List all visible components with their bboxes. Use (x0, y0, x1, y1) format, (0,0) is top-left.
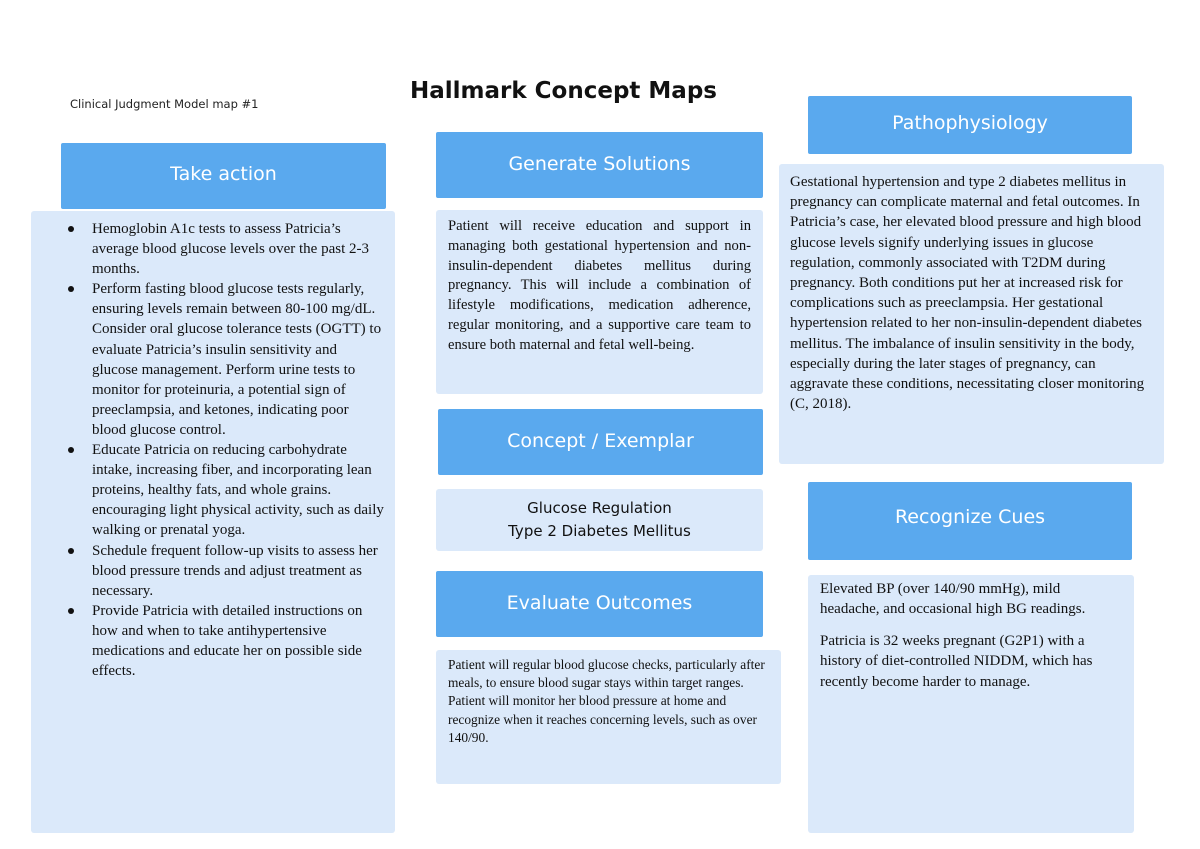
list-item: Educate Patricia on reducing carbohydrate intake, increasing fiber, and incorporating lean proteins, healthy fats, and whole grains. encouraging light physical activity, such as daily walking or prenatal yoga. (92, 440, 385, 540)
generate-solutions-heading: Generate Solutions (508, 153, 691, 175)
pathophysiology-heading: Pathophysiology (892, 112, 1048, 134)
list-item: Provide Patricia with detailed instructions on how and when to take antihypertensive medications and educate her on possible side effects. (92, 601, 385, 681)
evaluate-outcomes-header (436, 571, 763, 637)
evaluate-outcome-2: Patient will monitor her blood pressure at home and recognize when it reaches concerning levels, such as over 140/90. (448, 693, 757, 745)
page-title: Hallmark Concept Maps (410, 78, 717, 104)
evaluate-outcome-1: Patient will regular blood glucose checks, particularly after meals, to ensure blood sugar stays within target ranges. (448, 657, 765, 691)
pathophysiology-panel (779, 164, 1164, 464)
list-item: Hemoglobin A1c tests to assess Patricia’s average blood glucose levels over the past 2-3 months. (92, 219, 385, 279)
list-item: Schedule frequent follow-up visits to assess her blood pressure trends and adjust treatment as necessary. (92, 541, 385, 601)
concept-label: Glucose Regulation (527, 499, 672, 517)
cue-1: Elevated BP (over 140/90 mmHg), mild headache, and occasional high BG readings. (820, 581, 1086, 618)
cue-2: Patricia is 32 weeks pregnant (G2P1) with a history of diet-controlled NIDDM, which has recently become harder to manage. (820, 632, 1093, 690)
take-action-heading: Take action (170, 163, 277, 185)
pathophysiology-header (808, 96, 1132, 154)
generate-solutions-header (436, 132, 763, 198)
take-action-panel (31, 211, 395, 833)
generate-solutions-panel (436, 210, 763, 394)
concept-exemplar-panel (436, 489, 763, 551)
take-action-list (31, 219, 385, 681)
concept-exemplar-header (438, 409, 763, 475)
evaluate-outcomes-panel (436, 650, 781, 784)
evaluate-outcomes-text (448, 656, 771, 747)
evaluate-outcomes-heading: Evaluate Outcomes (506, 592, 693, 614)
take-action-header (61, 143, 386, 209)
generate-solutions-text: Patient will receive education and support in managing both gestational hypertension and non-insulin-dependent diabetes mellitus during pregnancy. This will include a combination of lifestyle modifications, medication adherence, regular monitoring, and a supportive care team to ensure both maternal and fetal well-being. (448, 218, 751, 353)
list-item: Perform fasting blood glucose tests regularly, ensuring levels remain between 80-100 mg/dL. Consider oral glucose tolerance tests (OGTT) to evaluate Patricia’s insulin sensitivity and glucose management. Perform urine tests to monitor for proteinuria, a potential sign of preeclampsia, and ketones, indicating poor blood glucose control. (92, 279, 385, 440)
map-label: Clinical Judgment Model map #1 (70, 97, 259, 111)
recognize-cues-header (808, 482, 1132, 560)
recognize-cues-heading: Recognize Cues (894, 506, 1046, 528)
recognize-cues-panel (808, 575, 1134, 833)
exemplar-label: Type 2 Diabetes Mellitus (508, 522, 691, 540)
concept-exemplar-heading: Concept / Exemplar (507, 430, 694, 452)
pathophysiology-text: Gestational hypertension and type 2 diabetes mellitus in pregnancy can complicate maternal and fetal outcomes. In Patricia’s case, her elevated blood pressure and high blood glucose levels signify underlying issues in glucose regulation, commonly associated with T2DM during pregnancy. Both conditions put her at increased risk for complications such as preeclampsia. Her gestational hypertension related to her non-insulin-dependent diabetes mellitus. The imbalance of insulin sensitivity in the body, especially during the later stages of pregnancy, can aggravate these conditions, necessitating closer monitoring (C, 2018). (790, 174, 1145, 413)
